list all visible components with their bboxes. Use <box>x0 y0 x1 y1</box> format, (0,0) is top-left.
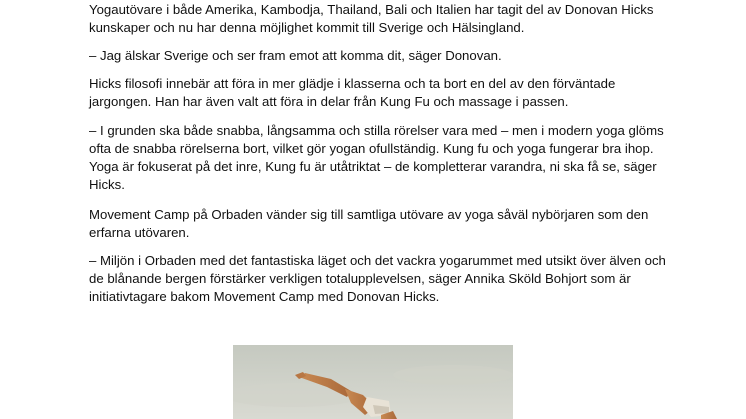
paragraph-audience: Movement Camp på Orbaden vänder sig till samtliga utövare av yoga såväl nybörjaren som den erfarna utövaren. <box>89 207 649 240</box>
yoga-pose-illustration <box>233 345 513 419</box>
paragraph-quote-donovan: – Jag älskar Sverige och ser fram emot att komma dit, säger Donovan. <box>89 48 502 63</box>
yoga-photo <box>233 345 513 419</box>
paragraph-philosophy: Hicks filosofi innebär att föra in mer glädje i klasserna och ta bort en del av den förväntade jargongen. Han har även valt att föra in delar från Kung Fu och massage i passen. <box>89 76 616 109</box>
paragraph-quote-annika: – Miljön i Orbaden med det fantastiska läget och det vackra yogarummet med utsikt över älven och de blånande bergen förstärker verkligen totalupplevelsen, säger Annika Sköld Bohjort som är initiativtagare bakom Movement Camp med Donovan Hicks. <box>89 253 666 304</box>
paragraph-quote-movements: – I grunden ska både snabba, långsamma och stilla rörelser vara med – men i modern yoga glöms ofta de snabba rörelserna bort, vilket gör yogan ofullständig. Kung fu och yoga fungerar bra ihop. Yoga är fokuserat på det inre, Kung fu är utåtriktat – de kompletterar varandra, ni ska få se, säger Hicks. <box>89 123 664 192</box>
paragraph-intro: Yogautövare i både Amerika, Kambodja, Thailand, Bali och Italien har tagit del av Donovan Hicks kunskaper och nu har denna möjlighet kommit till Sverige och Hälsingland. <box>89 2 654 35</box>
